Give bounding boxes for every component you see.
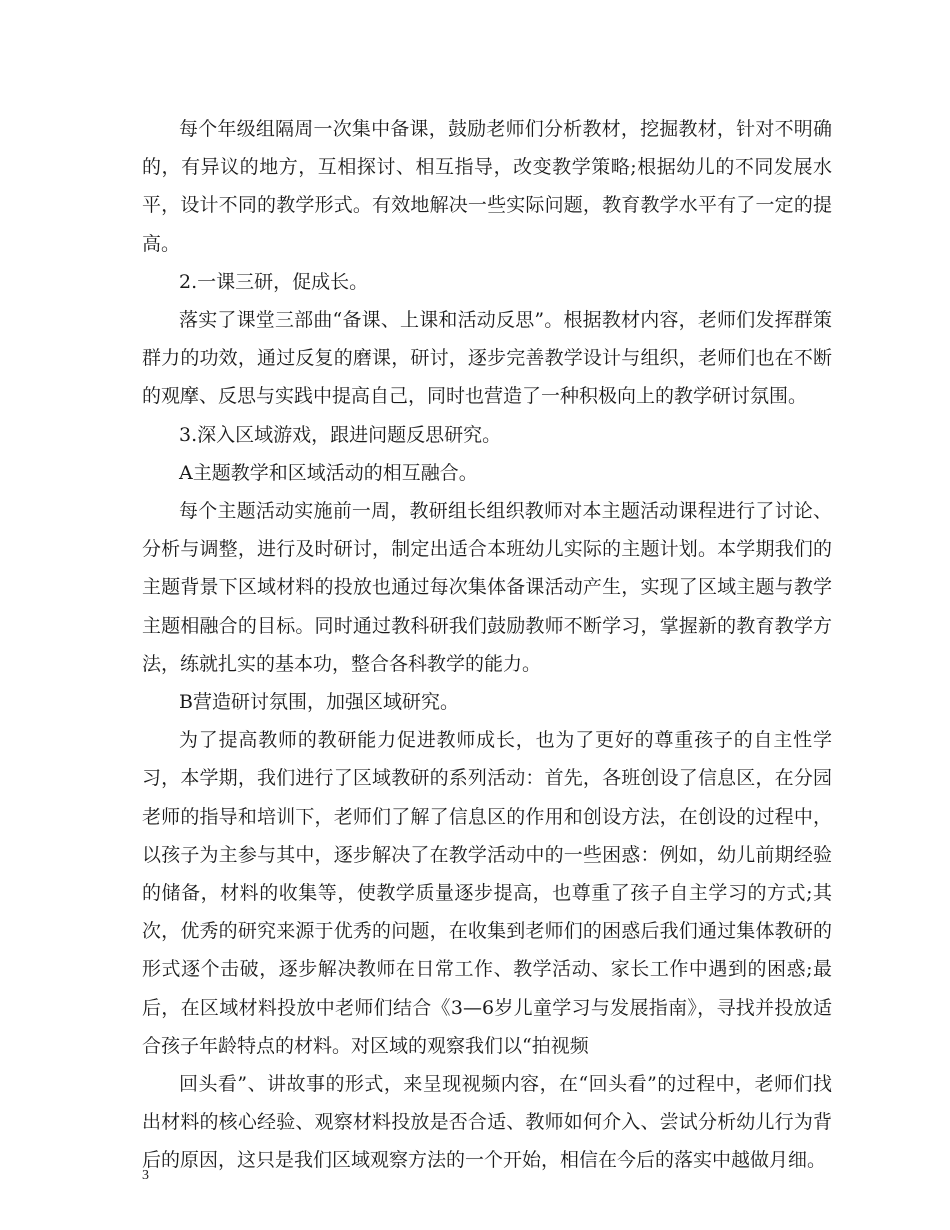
subheading-b-research-atmosphere: B营造研讨氛围，加强区域研究。 [179,691,459,714]
paragraph-area-research: 为了提高教师的教研能力促进教师成长，也为了更好的尊重孩子的自主性学习，本学期，我们进行了区域教研的系列活动：首先，各班创设了信息区，在分园老师的指导和培训下，老师们了解了信息区的作用和创设方法，在创设的过程中，以孩子为主参与其中，逐步解决了在教学活动中的一些困惑：例如，幼儿前期经验的储备，材料的收集等，使教学质量逐步提高，也尊重了孩子自主学习的方式;其次，优秀的研究来源于优秀的问题，在收集到老师们的困惑后我们通过集体教研的形式逐个击破，逐步解决教师在日常工作、教学活动、家长工作中遇到的困惑;最后，在区域材料投放中老师们结合《3—6岁儿童学习与发展指南》，寻找并投放适合孩子年龄特点的材料。对区域的观察我们以“拍视频 [142,729,832,1057]
subheading-a-theme-integration: A主题教学和区域活动的相互融合。 [179,461,478,484]
document-body [142,110,832,1180]
page-number: 3 [142,1168,149,1183]
paragraph-three-part-class: 落实了课堂三部曲“备课、上课和活动反思”。根据教材内容，老师们发挥群策群力的功效，通过反复的磨课，研讨，逐步完善教学设计与组织，老师们也在不断的观摩、反思与实践中提高自己，同时也营造了一种积极向上的教学研讨氛围。 [142,309,832,408]
paragraph-theme-activities: 每个主题活动实施前一周，教研组长组织教师对本主题活动课程进行了讨论、分析与调整，进行及时研讨，制定出适合本班幼儿实际的主题计划。本学期我们的主题背景下区域材料的投放也通过每次集体备课活动产生，实现了区域主题与教学主题相融合的目标。同时通过教科研我们鼓励教师不断学习，掌握新的教育教学方法，练就扎实的基本功，整合各科教学的能力。 [142,500,832,675]
paragraph-video-review: 回头看”、讲故事的形式，来呈现视频内容，在“回头看”的过程中，老师们找出材料的核心经验、观察材料投放是否合适、教师如何介入、尝试分析幼儿行为背后的原因，这只是我们区域观察方法的一个开始，相信在今后的落实中越做月细。 [142,1073,832,1172]
heading-area-games: 3.深入区域游戏，跟进问题反思研究。 [179,423,502,446]
paragraph-lesson-prep: 每个年级组隔周一次集中备课，鼓励老师们分析教材，挖掘教材，针对不明确的，有异议的地方，互相探讨、相互指导，改变教学策略;根据幼儿的不同发展水平，设计不同的教学形式。有效地解决一些实际问题，教育教学水平有了一定的提高。 [142,118,832,255]
heading-one-lesson-three-studies: 2.一课三研，促成长。 [179,270,369,293]
